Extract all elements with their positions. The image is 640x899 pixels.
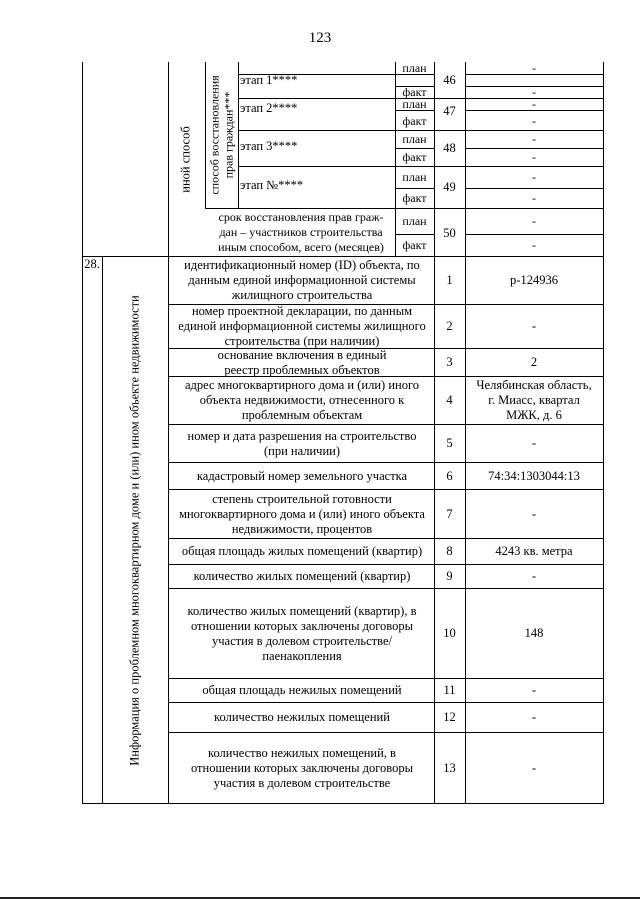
stage-3-name: этап 3**** (240, 138, 298, 153)
row-2-value: - (531, 319, 537, 333)
row-6-value: 74:34:1303044:13 (488, 468, 580, 483)
restoration-label-cell (205, 62, 238, 208)
row-11-num: 11 (443, 683, 456, 697)
table-border-right (603, 62, 604, 804)
row-13-num: 13 (443, 760, 456, 775)
stage-4-plan-label: план (402, 169, 427, 184)
row-11-name: общая площадь нежилых помещений (202, 683, 402, 697)
row-7-num: 7 (446, 506, 453, 521)
stage-4-num: 49 (443, 179, 456, 194)
stage-3-plan-label: план (402, 131, 427, 146)
object-number: 28. (84, 256, 100, 271)
stage-1-name: этап 1**** (240, 72, 298, 87)
row-5-num: 5 (446, 436, 453, 450)
row-2-name: номер проектной декларации, по данным единой информационной системы жилищного строительства (при наличии) (178, 304, 426, 348)
row-12-name: количество нежилых помещений (214, 710, 390, 724)
row-10-name: количество жилых помещений (квартир), в отношении которых заключены договоры участия в долевом строительстве/паенакопления (187, 603, 417, 663)
stage-2-plan-label: план (402, 96, 427, 111)
stage-3-plan-value: - (532, 131, 536, 146)
row-13-value: - (531, 760, 537, 775)
term-plan-value: - (532, 214, 536, 228)
row-8-num: 8 (446, 544, 453, 558)
row-5-value: - (531, 436, 537, 450)
row-3-name: основание включения в единый реестр проблемных объектов (217, 347, 387, 377)
row-5-name: номер и дата разрешения на строительство (при наличии) (187, 428, 417, 458)
row-1-num: 1 (446, 273, 453, 287)
term-plan-label: план (402, 214, 427, 228)
row-8-name: общая площадь жилых помещений (квартир) (181, 544, 423, 558)
row-4-name: адрес многоквартирного дома и (или) иного объекта недвижимости, отнесенного к проблемным объектам (184, 378, 420, 422)
row-6-num: 6 (446, 468, 453, 483)
row-10-num: 10 (443, 626, 456, 640)
row-9-value: - (531, 569, 537, 583)
restoration-label-line2: прав граждан*** (221, 91, 236, 179)
row-12-value: - (531, 710, 537, 724)
row-3-num: 3 (446, 355, 453, 369)
restoration-label-line1: способ восстановления (207, 75, 222, 195)
stage-4-fact-label: факт (402, 190, 427, 205)
row-1-name: идентификационный номер (ID) объекта, по данным единой информационной системы жилищного строительства (184, 258, 420, 302)
row-2-num: 2 (446, 319, 453, 333)
stage-2-name: этап 2**** (240, 100, 298, 115)
method-label: иной способ (179, 125, 193, 193)
row-13-name: количество нежилых помещений, в отношении которых заключены договоры участия в долевом строительстве (190, 745, 414, 790)
stage-1-plan-label: план (402, 60, 427, 75)
row-3-value: 2 (530, 355, 538, 369)
row-9-num: 9 (446, 569, 453, 583)
stage-1-fact-value: - (532, 84, 536, 99)
term-fact-value: - (532, 238, 536, 252)
page-number: 123 (308, 30, 332, 46)
row-12-num: 12 (443, 710, 456, 724)
term-fact-label: факт (402, 238, 427, 252)
row-4-num: 4 (446, 393, 453, 407)
stage-1-num: 46 (443, 72, 456, 87)
stage-1-fact-label: факт (402, 84, 427, 99)
row-11-value: - (531, 683, 537, 697)
stage-4-name: этап №**** (240, 177, 304, 192)
row-1-value: p-124936 (510, 273, 558, 287)
row-8-value: 4243 кв. метра (495, 544, 573, 558)
row-10-value: 148 (524, 626, 544, 640)
row-9-name: количество жилых помещений (квартир) (193, 569, 411, 583)
row-4-value: Челябинская область, г. Миасс, квартал МЖК, д. 6 (476, 378, 592, 422)
stage-1-plan-value: - (532, 60, 536, 75)
stage-3-num: 48 (443, 140, 456, 155)
term-num: 50 (443, 225, 456, 240)
stage-2-fact-value: - (532, 113, 536, 128)
row-7-name: степень строительной готовности многоквартирного дома и (или) иного объекта недвижимости, процентов (179, 491, 425, 536)
stage-3-fact-value: - (532, 149, 536, 164)
object-vertical-label: Информация о проблемном многоквартирном доме и (или) ином объекте недвижимости (127, 294, 142, 766)
stage-3-fact-label: факт (402, 149, 427, 164)
stage-2-plan-value: - (532, 96, 536, 111)
stage-4-fact-value: - (532, 190, 536, 205)
stage-4-plan-value: - (532, 169, 536, 184)
method-label-cell (168, 62, 205, 256)
stage-2-fact-label: факт (402, 113, 427, 128)
object-vertical-label-cell (102, 256, 168, 804)
table-border-left (82, 62, 83, 804)
row-7-value: - (531, 506, 537, 521)
stage-2-num: 47 (443, 103, 456, 118)
term-name: срок восстановления прав граж-дан – участников строительства иным способом, всего (месяцев) (218, 210, 384, 254)
row-6-name: кадастровый номер земельного участка (196, 468, 408, 483)
